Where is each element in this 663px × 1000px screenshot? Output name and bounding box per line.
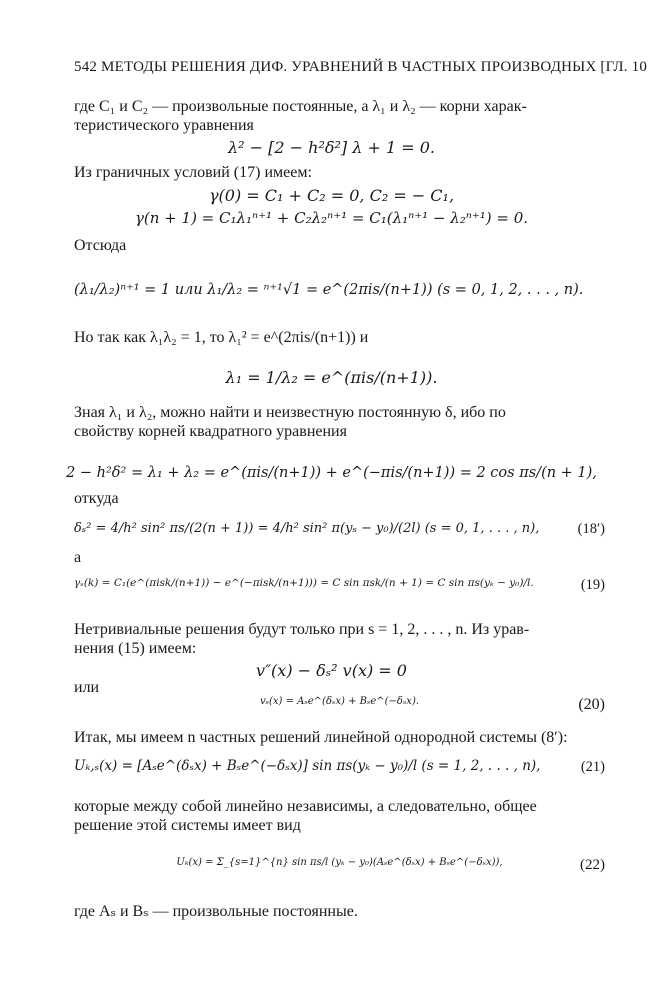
text-line: где C₁ и C₂ — произвольные постоянные, а λ₁ и λ₂ — корни харак- [74, 98, 527, 115]
text-line: теристического уравнения [74, 117, 254, 134]
equation-number: (19) [580, 577, 605, 593]
text-line: Зная λ₁ и λ₂, можно найти и неизвестную постоянную δ, ибо по [74, 404, 506, 421]
equation-number: (20) [578, 696, 605, 713]
text-line: нения (15) имеем: [74, 640, 197, 657]
equation-body: γₛ(k) = C₁(e^(πisk/(n+1)) − e^(−πisk/(n+1))) = C sin πsk/(n + 1) = C sin πs(yₖ − y₀)/l. [74, 577, 534, 589]
equation: 2 − h²δ² = λ₁ + λ₂ = e^(πis/(n+1)) + e^(−πis/(n+1)) = 2 cos πs/(n + 1), [66, 465, 597, 481]
equation-body: vₛ(x) = Aₛe^(δₛx) + Bₛe^(−δₛx). [259, 696, 420, 707]
text-line: Из граничных условий (17) имеем: [74, 164, 312, 181]
text-line: а [74, 549, 82, 566]
equation: v″(x) − δₛ² v(x) = 0 [256, 661, 407, 680]
text-line: Нетривиальные решения будут только при s = 1, 2, . . . , n. Из урав- [74, 621, 530, 638]
equation: (λ₁/λ₂)ⁿ⁺¹ = 1 или λ₁/λ₂ = ⁿ⁺¹√1 = e^(2πis/(n+1)) (s = 0, 1, 2, . . . , n). [74, 282, 584, 298]
equation-body: δₛ² = 4/h² sin² πs/(2(n + 1)) = 4/h² sin² π(yₛ − y₀)/(2l) (s = 0, 1, . . . , n), [74, 521, 540, 536]
text-line: откуда [74, 490, 119, 507]
equation-number: (18′) [577, 521, 605, 537]
equation-number: (22) [580, 857, 605, 873]
equation: λ₁ = 1/λ₂ = e^(πis/(n+1)). [225, 368, 438, 387]
running-head: 542 МЕТОДЫ РЕШЕНИЯ ДИФ. УРАВНЕНИЙ В ЧАСТНЫХ ПРОИЗВОДНЫХ [ГЛ. 10 [74, 59, 648, 75]
text-line: Итак, мы имеем n частных решений линейной однородной системы (8′): [74, 729, 568, 746]
text-line: которые между собой линейно независимы, а следовательно, общее [74, 798, 537, 815]
text-line: свойству корней квадратного уравнения [74, 423, 347, 440]
text-line: где Aₛ и Bₛ — произвольные постоянные. [74, 903, 358, 920]
equation-number: (21) [580, 759, 605, 775]
equation: λ² − [2 − h²δ²] λ + 1 = 0. [228, 138, 435, 157]
text-line: решение этой системы имеет вид [74, 817, 301, 834]
equation-body: Uₖ(x) = Σ_{s=1}^{n} sin πs/l (yₖ − y₀)(Aₛe^(δₛx) + Bₛe^(−δₛx)), [176, 857, 503, 868]
equation-body: Uₖ,ₛ(x) = [Aₛe^(δₛx) + Bₛe^(−δₛx)] sin πs(yₖ − y₀)/l (s = 1, 2, . . . , n), [74, 758, 541, 774]
text-line: Отсюда [74, 237, 127, 254]
text-line: или [74, 679, 100, 696]
text-line: Но так как λ₁λ₂ = 1, то λ₁² = e^(2πis/(n+1)) и [74, 329, 369, 346]
equation: γ(n + 1) = C₁λ₁ⁿ⁺¹ + C₂λ₂ⁿ⁺¹ = C₁(λ₁ⁿ⁺¹ − λ₂ⁿ⁺¹) = 0. [134, 209, 529, 227]
equation: γ(0) = C₁ + C₂ = 0, C₂ = − C₁, [208, 186, 455, 205]
